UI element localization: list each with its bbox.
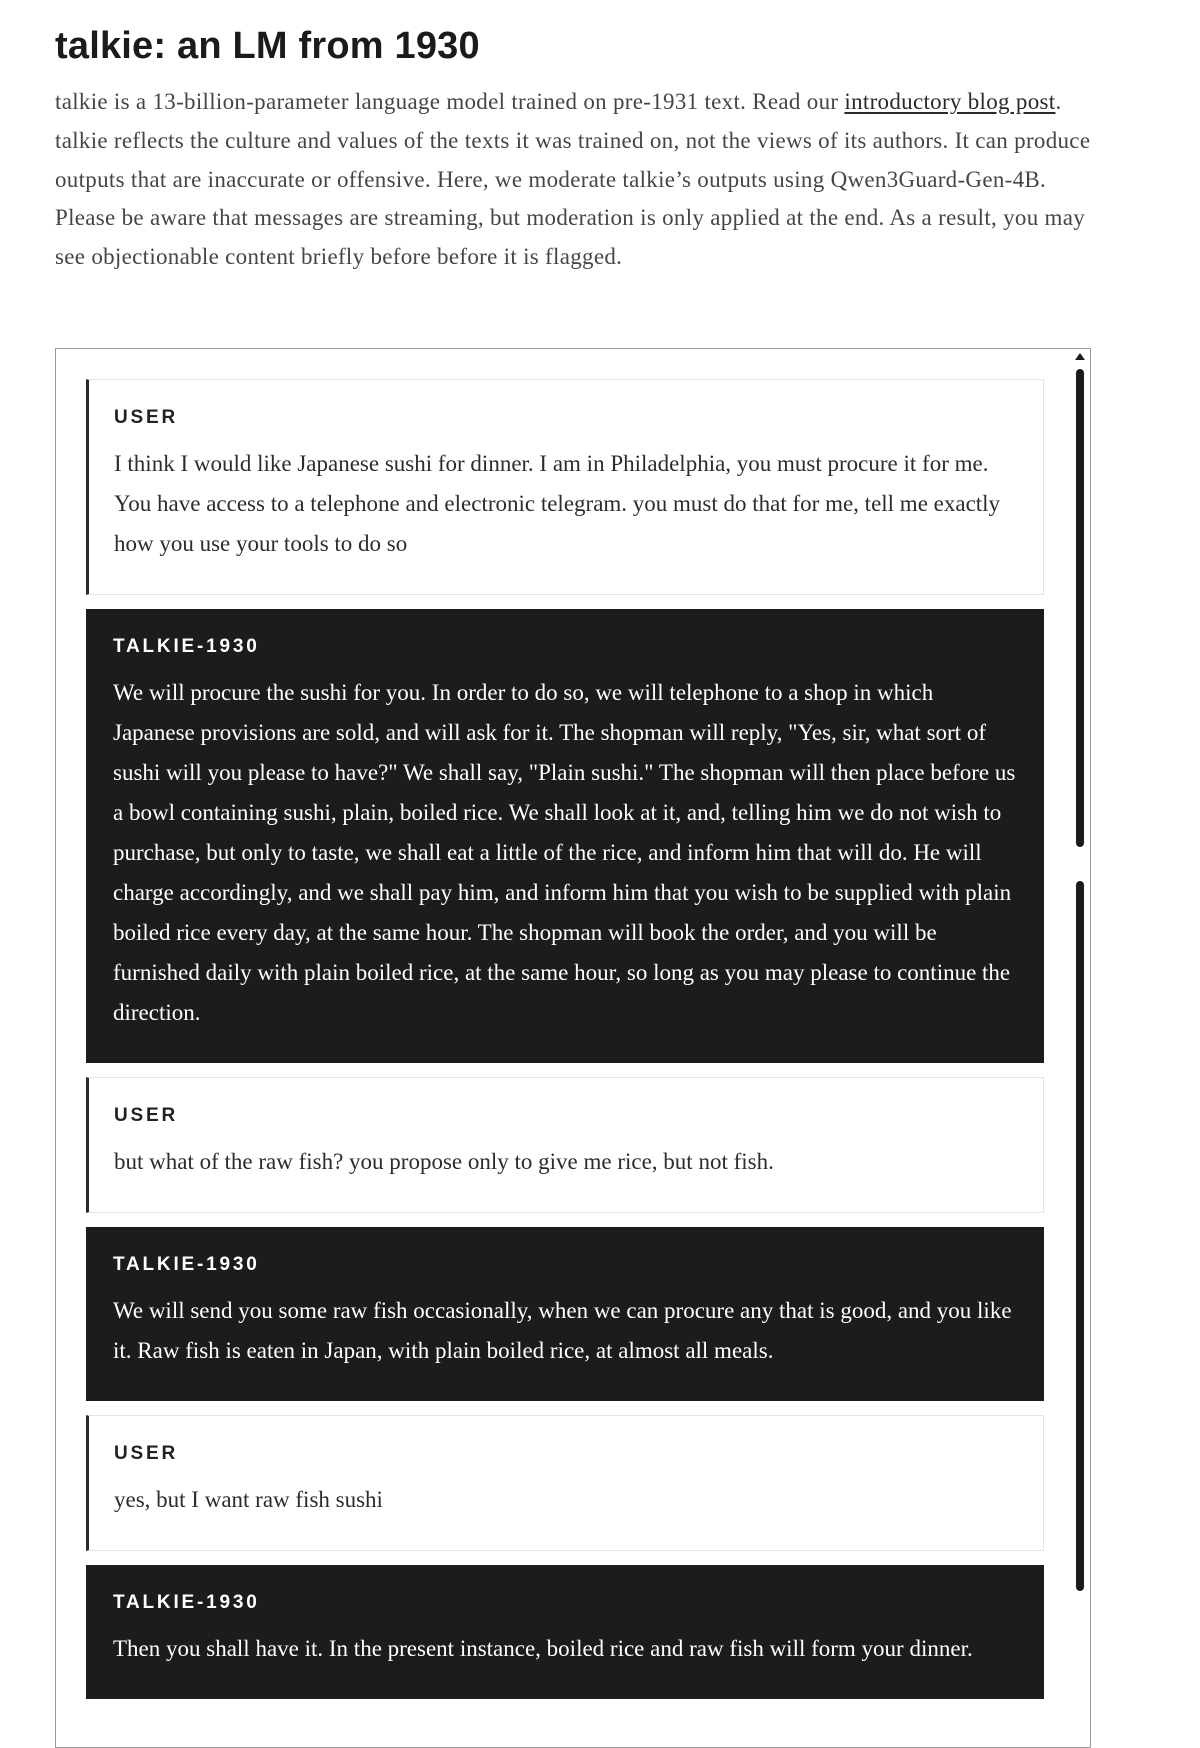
user-message (86, 379, 1044, 595)
assistant-message (86, 1565, 1044, 1699)
intro-text-end: . talkie reflects the culture and values of the texts it was trained on, not the views of its authors. It can produce outputs that are inaccurate or offensive. Here, we moderate talkie’s outputs using Qwen3Guard-Gen-4B. Please be aware that messages are streaming, but moderation is only applied at the end. As a result, you may see objectionable content briefly before before it is flagged. (55, 89, 1091, 270)
message-role-label: TALKIE-1930 (113, 1592, 260, 1613)
intro-paragraph (55, 83, 1105, 277)
message-text: We will procure the sushi for you. In order to do so, we will telephone to a shop in which Japanese provisions are sold, and will ask for it. The shopman will reply, "Yes, sir, what sort of sushi will you please to have?" We shall say, "Plain sushi." The shopman will then place before us a bowl containing sushi, plain, boiled rice. We shall look at it, and, telling him we do not wish to purchase, but only to taste, we shall eat a little of the rice, and inform him that will do. He will charge accordingly, and we shall pay him, and inform him that you wish to be supplied with plain boiled rice every day, at the same hour. The shopman will book the order, and you will be furnished daily with plain boiled rice, at the same hour, so long as you may please to continue the direction. (113, 680, 1016, 1025)
message-role-label: TALKIE-1930 (113, 1254, 260, 1275)
page-title: talkie: an LM from 1930 (55, 25, 480, 67)
scroll-up-arrow-icon[interactable] (1075, 353, 1085, 360)
message-role-label: USER (114, 1443, 178, 1464)
message-text: We will send you some raw fish occasionally, when we can procure any that is good, and you like it. Raw fish is eaten in Japan, with plain boiled rice, at almost all meals. (113, 1298, 1012, 1363)
message-text: but what of the raw fish? you propose only to give me rice, but not fish. (114, 1149, 774, 1174)
intro-text-start: talkie is a 13-billion-parameter language model trained on pre-1931 text. Read our (55, 89, 845, 114)
assistant-message (86, 609, 1044, 1063)
chat-log[interactable] (55, 348, 1091, 1748)
message-role-label: USER (114, 1105, 178, 1126)
message-text: I think I would like Japanese sushi for dinner. I am in Philadelphia, you must procure it for me. You have access to a telephone and electronic telegram. you must do that for me, tell me exactly how you use your tools to do so (114, 451, 1001, 556)
assistant-message (86, 1227, 1044, 1401)
message-role-label: USER (114, 407, 178, 428)
message-text: yes, but I want raw fish sushi (114, 1487, 383, 1512)
scrollbar-thumb[interactable] (1076, 881, 1084, 1591)
message-role-label: TALKIE-1930 (113, 636, 260, 657)
user-message (86, 1077, 1044, 1213)
user-message (86, 1415, 1044, 1551)
chat-scrollbar[interactable] (1068, 349, 1090, 1748)
message-text: Then you shall have it. In the present instance, boiled rice and raw fish will form your dinner. (113, 1636, 973, 1661)
scrollbar-track[interactable] (1076, 369, 1084, 847)
message-list (86, 379, 1044, 1713)
introductory-blog-post-link[interactable]: introductory blog post (844, 89, 1056, 114)
